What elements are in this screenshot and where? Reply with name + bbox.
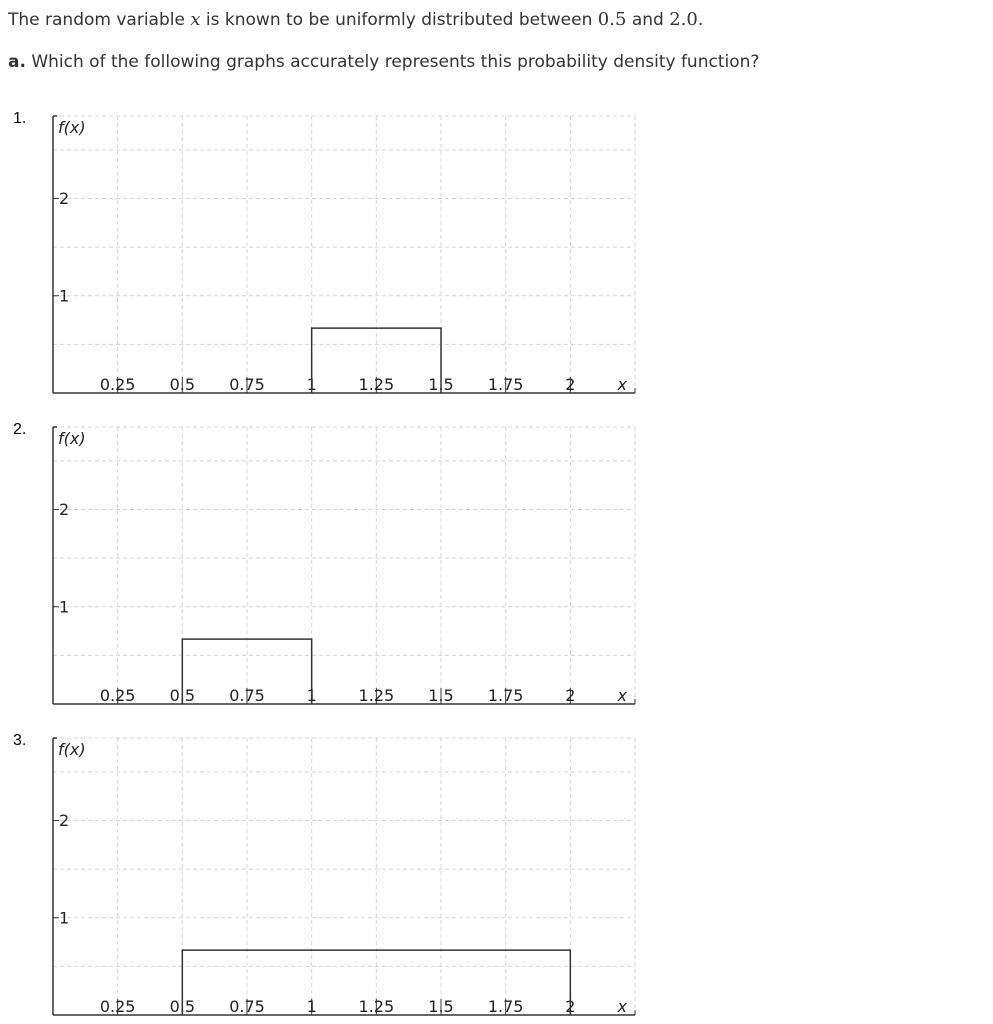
pdf-graph — [50, 730, 640, 1020]
lower-bound: 0.5 — [597, 9, 627, 30]
y-tick-label: 1 — [59, 908, 70, 928]
x-tick-label: 1.25 — [358, 997, 395, 1016]
option-3[interactable] — [0, 730, 993, 1020]
x-tick-label: 0.75 — [229, 997, 265, 1016]
question-middle: is known to be uniformly distributed between — [205, 10, 593, 30]
x-tick-label: 2 — [565, 375, 576, 394]
x-tick-label: 2 — [565, 686, 576, 705]
x-tick-label: 1.75 — [487, 997, 524, 1016]
x-tick-label: 2 — [565, 997, 576, 1016]
option-1[interactable] — [0, 108, 993, 398]
question-conjunction: and — [631, 10, 664, 30]
math-variable: x — [190, 9, 201, 30]
option-number: 1. — [13, 110, 27, 127]
y-axis-label: f(x) — [58, 118, 86, 137]
x-tick-label: 1.5 — [428, 375, 454, 394]
y-tick-label: 1 — [59, 286, 70, 306]
x-tick-label: 0.5 — [169, 686, 196, 705]
question-text — [8, 8, 703, 32]
part-a-label: a. — [8, 52, 26, 72]
option-number: 3. — [13, 732, 27, 749]
x-tick-label: 1 — [306, 686, 317, 705]
x-axis-label: x — [617, 375, 627, 394]
y-axis-label: f(x) — [58, 429, 86, 448]
part-a-text: Which of the following graphs accurately represents this probability density function? — [31, 52, 760, 72]
y-tick-label: 2 — [59, 189, 70, 209]
x-axis-label: x — [617, 997, 627, 1016]
y-tick-label: 2 — [59, 500, 70, 520]
part-a-question — [8, 50, 759, 74]
option-number: 2. — [13, 421, 27, 438]
x-tick-label: 1 — [306, 375, 317, 394]
y-tick-label: 1 — [59, 597, 70, 617]
option-2[interactable] — [0, 419, 993, 709]
x-tick-label: 1.25 — [358, 375, 395, 394]
question-prefix: The random variable — [8, 10, 185, 30]
x-tick-label: 0.5 — [169, 375, 196, 394]
pdf-graph — [50, 419, 640, 709]
x-tick-label: 1.5 — [428, 997, 454, 1016]
x-tick-label: 0.5 — [169, 997, 196, 1016]
x-tick-label: 0.75 — [229, 686, 265, 705]
x-tick-label: 1.75 — [487, 686, 524, 705]
question-period: . — [697, 10, 704, 30]
x-tick-label: 1.75 — [487, 375, 524, 394]
x-tick-label: 1 — [306, 997, 317, 1016]
upper-bound: 2.0 — [669, 9, 698, 30]
x-tick-label: 0.25 — [99, 686, 136, 705]
pdf-graph — [50, 108, 640, 398]
x-tick-label: 0.25 — [99, 997, 136, 1016]
y-axis-label: f(x) — [58, 740, 86, 759]
x-axis-label: x — [617, 686, 627, 705]
x-tick-label: 1.5 — [428, 686, 454, 705]
y-tick-label: 2 — [59, 811, 70, 831]
x-tick-label: 0.75 — [229, 375, 265, 394]
x-tick-label: 0.25 — [99, 375, 136, 394]
x-tick-label: 1.25 — [358, 686, 395, 705]
